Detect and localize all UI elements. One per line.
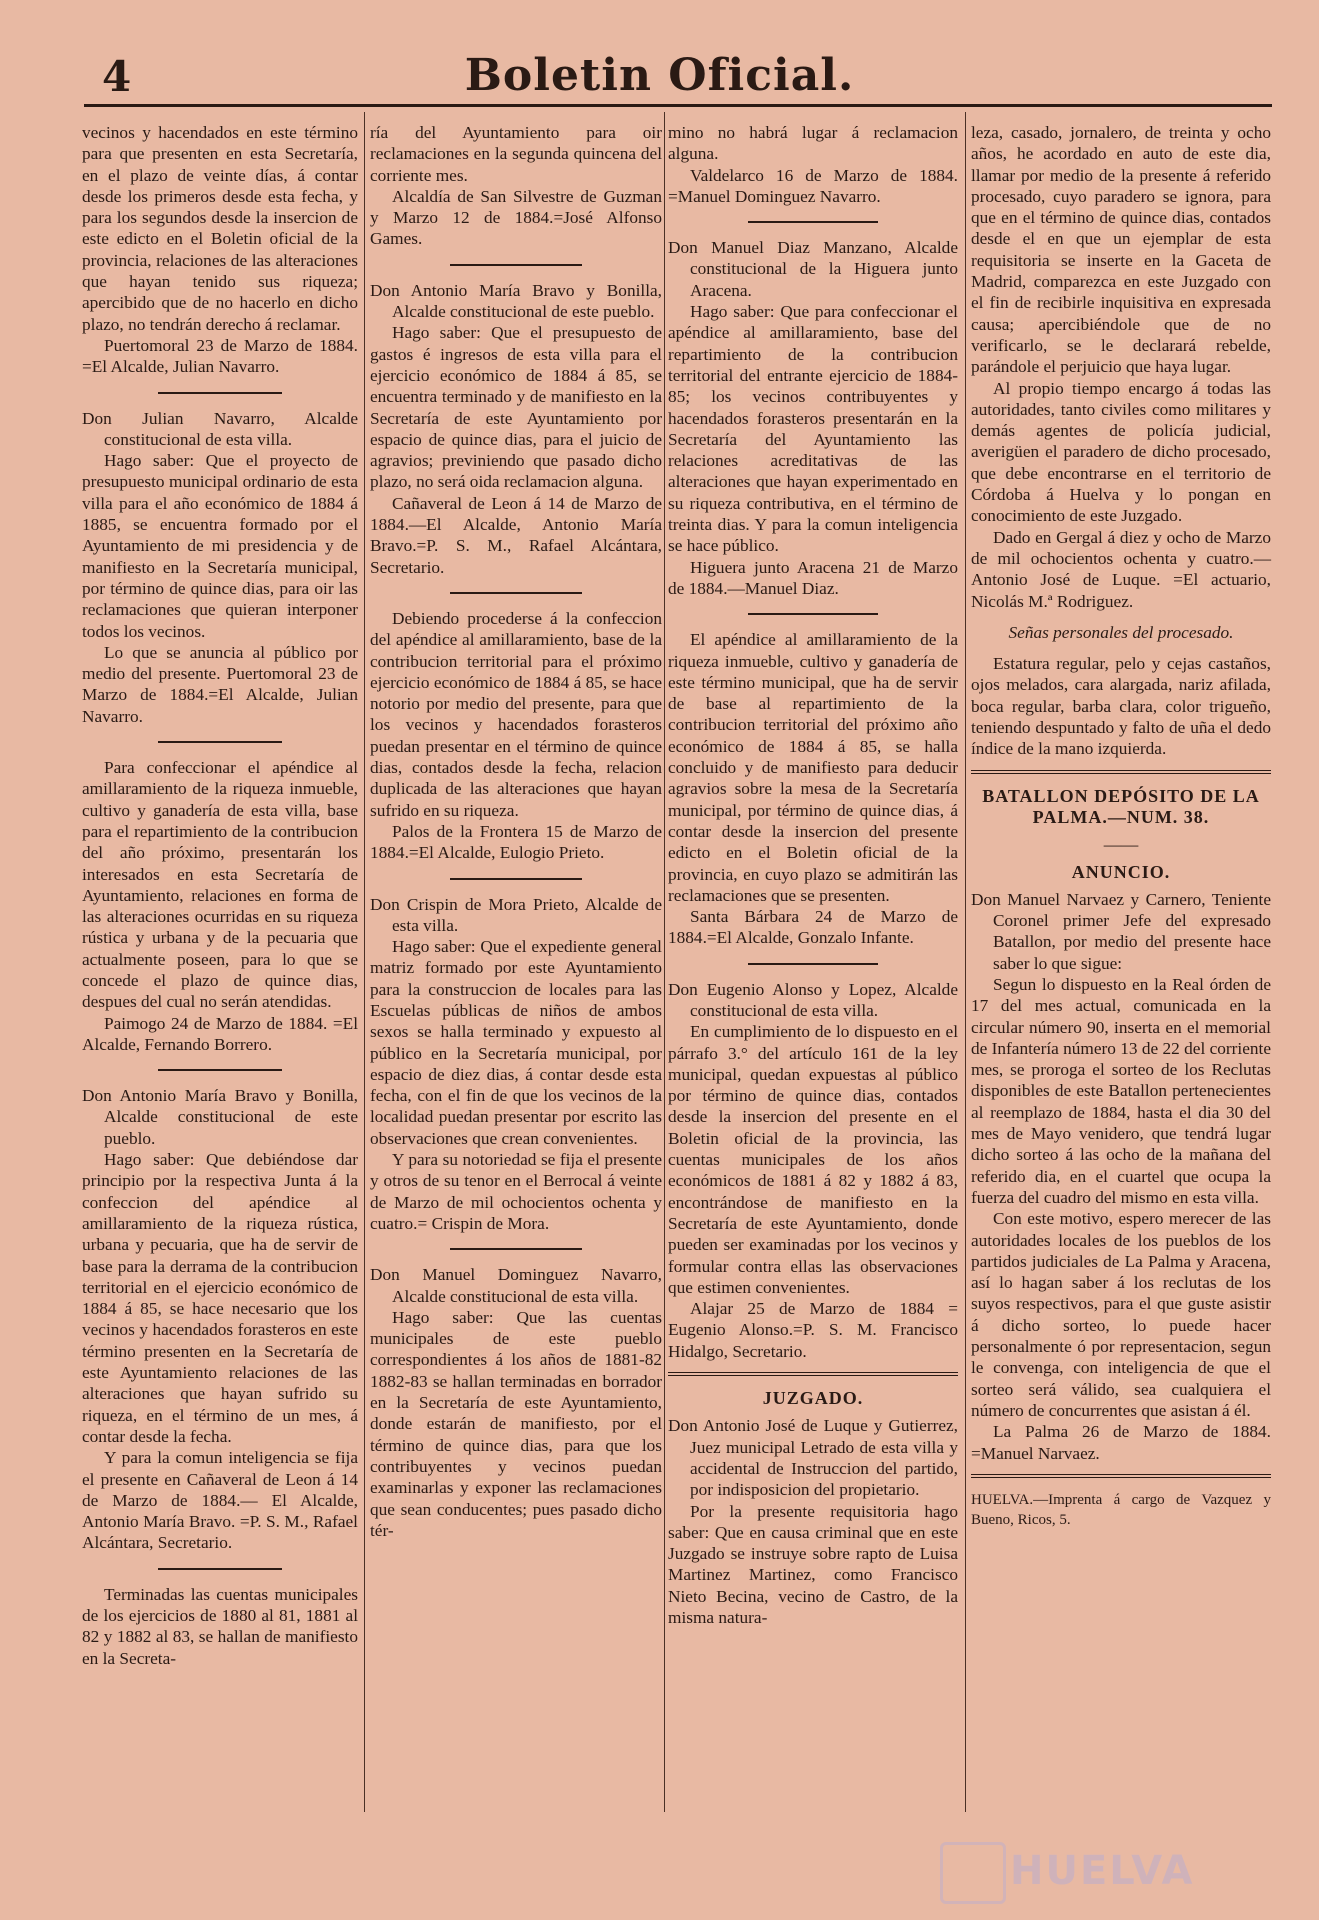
column-3 — [668, 122, 958, 1628]
column-divider — [965, 112, 966, 1812]
paragraph: Terminadas las cuentas municipales de los ejercicios de 1880 al 81, 1881 al 82 y 1882 al 83, se hallan de manifiesto en la Secreta- — [82, 1584, 358, 1668]
separator — [158, 1069, 282, 1071]
paragraph: Para confeccionar el apéndice al amillaramiento de la riqueza inmueble, cultivo y ganadería de esta villa, base para el repartimiento de la contribucion del año próximo, presentarán los interesados en esta Secretaría de Ayuntamiento, relaciones en forma de las alteraciones ocurridas en su riqueza rústica y urbana y de la pecuaria que actualmente poseen, para lo que se concede el plazo de quince dias, despues del cual no serán atendidas. — [82, 758, 358, 1012]
separator — [158, 392, 282, 394]
paragraph: Hago saber: Que el proyecto de presupuesto municipal ordinario de esta villa para el año económico de 1884 á 1885, se encuentra formado por el Ayuntamiento de mi presidencia y de manifiesto en la Secretaría municipal, por término de quince dias, para oir las reclamaciones que quieran interponer todos los vecinos. — [82, 451, 358, 641]
masthead-title: Boletin Oficial. — [464, 50, 855, 101]
separator — [748, 221, 879, 223]
column-divider — [664, 112, 665, 1812]
paragraph: Hago saber: Que para confeccionar el apéndice al amillaramiento, base del repartimiento de la contribucion territorial del entrante ejercicio de 1884-85; los vecinos contribuyentes y hacendados forasteros presentarán en la Secretaría del Ayuntamiento las relaciones acreditativas de las alteraciones que hayan experimentado en su riqueza contributiva, en el término de treinta dias. Y para la comun inteligencia se hace público. — [668, 302, 958, 556]
section-rule — [971, 1474, 1271, 1478]
printer-imprint: HUELVA.—Imprenta á cargo de Vazquez y Bueno, Ricos, 5. — [971, 1491, 1271, 1528]
signature: La Palma 26 de Marzo de 1884. =Manuel Narvaez. — [971, 1422, 1271, 1463]
paragraph: Y para su notoriedad se fija el presente y otros de su tenor en el Berrocal á veinte de Marzo de mil ochocientos ochenta y cuatro.= Crispin de Mora. — [370, 1150, 662, 1233]
notice-heading: Don Antonio María Bravo y Bonilla, Alcalde constitucional de este pueblo. — [370, 280, 662, 322]
notice-heading: Don Manuel Narvaez y Carnero, Teniente Coronel primer Jefe del expresado Batallon, por medio del presente hace saber lo que sigue: — [971, 889, 1271, 973]
signature: Higuera junto Aracena 21 de Marzo de 1884.—Manuel Diaz. — [668, 557, 958, 598]
subsection-title: Señas personales del procesado. — [1008, 622, 1234, 642]
section-title-anuncio: ANUNCIO. — [1071, 861, 1171, 882]
separator — [158, 741, 282, 743]
paragraph: Con este motivo, espero merecer de las autoridades locales de los pueblos de los partidos judiciales de La Palma y Aracena, así lo hagan saber á los reclutas de los suyos respectivos, para el que guste asistir á dicho sorteo, lo puede hacer personalmente ó por representacion, segun le convenga, con inteligencia de que el sorteo será válido, sea cualquiera el número de concurrentes que asistan á él. — [971, 1209, 1271, 1420]
paragraph: Debiendo procederse á la confeccion del apéndice al amillaramiento, base de la contribucion territorial para el próximo ejercicio económico de 1884 á 85, se hace notorio por medio del presente, para que los vecinos y hacendados forasteros puedan presentar en el término de quince dias, contados desde la fecha, relacion duplicada de las alteraciones que hayan sufrido en su riqueza. — [370, 608, 662, 820]
separator — [450, 1248, 581, 1250]
notice-heading: Don Manuel Dominguez Navarro, Alcalde constitucional de esta villa. — [370, 1265, 662, 1306]
paragraph: Hago saber: Que debiéndose dar principio por la respectiva Junta á la confeccion del apéndice al amillaramiento de la riqueza rústica, urbana y pecuaria, que ha de servir de base para la derrama de la contribucion territorial en el ejercicio económico de 1884 á 85, se hace necesario que los vecinos y hacendados forasteros en este término presenten en la Secretaría de este Ayuntamiento relaciones de las alteraciones que hayan sufrido su riqueza, en el término de un mes, á contar desde la fecha. — [82, 1150, 358, 1446]
separator — [450, 592, 581, 594]
notice-heading: Don Manuel Diaz Manzano, Alcalde constitucional de la Higuera junto Aracena. — [668, 238, 958, 300]
section-title-juzgado: JUZGADO. — [762, 1388, 864, 1409]
separator — [158, 1568, 282, 1570]
column-4 — [971, 122, 1271, 1530]
separator — [450, 878, 581, 880]
separator — [748, 963, 879, 965]
paragraph: Hago saber: Que el presupuesto de gastos é ingresos de esta villa para el ejercicio económico de 1884 á 85, se encuentra terminado y de manifiesto en la Secretaría de este Ayuntamiento por espacio de quince dias, para el juicio de agravios; previniendo que pasado dicho plazo, no será oida reclamacion alguna. — [370, 323, 662, 492]
notice-heading: Don Antonio María Bravo y Bonilla, Alcalde constitucional de este pueblo. — [82, 1086, 358, 1148]
separator — [748, 613, 879, 615]
paragraph: vecinos y hacendados en este término para que presenten en esta Secretaría, en el plazo de veinte días, á contar desde los primeros desde esta fecha, y para los segundos desde la insercion de este edicto en el Boletin oficial de la provincia, relaciones de las alteraciones que hayan tenido sus riqueza; apercibido que de no hacerlo en dicho plazo, no tendrán derecho á reclamar. — [82, 123, 358, 334]
paragraph: Al propio tiempo encargo á todas las autoridades, tanto civiles como militares y demás agentes de policía judicial, averigüen el paradero de dicho procesado, que debe encontrarse en el territorio de Córdoba á Huelva y lo pongan en conocimiento de este Juzgado. — [971, 378, 1271, 526]
notice-heading: Don Antonio José de Luque y Gutierrez, Juez municipal Letrado de esta villa y accidental de Instruccion del partido, por indisposicion del propietario. — [668, 1416, 958, 1500]
paragraph: Por la presente requisitoria hago saber: Que en causa criminal que en este Juzgado se instruye sobre rapto de Luisa Martinez Martinez, como Francisco Nieto Becina, vecino de Castro, de la misma natura- — [668, 1501, 958, 1627]
notice-heading: Don Eugenio Alonso y Lopez, Alcalde constitucional de esta villa. — [668, 979, 958, 1020]
paragraph: Segun lo dispuesto en la Real órden de 17 del mes actual, comunicada en la circular número 90, inserta en el memorial de Infantería número 13 de 22 del corriente mes, se proroga el sorteo de los Reclutas disponibles de este Batallon pertenecientes al reemplazo de 1884, hasta el dia 30 del mes de Mayo venidero, que tendrá lugar dicho sorteo á las ocho de la mañana del referido dia, en el cuartel que ocupa la fuerza del cuadro del mismo en esta villa. — [971, 974, 1271, 1207]
paragraph: Lo que se anuncia al público por medio del presente. Puertomoral 23 de Marzo de 1884.=El Alcalde, Julian Navarro. — [82, 642, 358, 726]
paragraph: Dado en Gergal á diez y ocho de Marzo de mil ochocientos ochenta y cuatro.—Antonio José de Luque. =El actuario, Nicolás M.ª Rodriguez. — [971, 527, 1271, 611]
signature: Puertomoral 23 de Marzo de 1884. =El Alcalde, Julian Navarro. — [82, 335, 358, 377]
paragraph: El apéndice al amillaramiento de la riqueza inmueble, cultivo y ganadería de este término municipal, que ha de servir de base al repartimiento de la contribucion territorial del próximo año económico de 1884 á 85, se halla concluido y de manifiesto para deducir agravios sobre la mesa de la Secretaría municipal, por término de quince dias, á contar desde la insercion del presente edicto en el Boletin oficial de la provincia, en cuyo plazo se admitirán las reclamaciones que se presenten. — [668, 630, 958, 905]
section-rule — [668, 1372, 958, 1376]
paragraph: Y para la comun inteligencia se fija el presente en Cañaveral de Leon á 14 de Marzo de 1884.— El Alcalde, Antonio María Bravo. =P. S. M., Rafael Alcántara, Secretario. — [82, 1448, 358, 1553]
column-2 — [370, 122, 662, 1541]
signature: Alajar 25 de Marzo de 1884 = Eugenio Alonso.=P. S. M. Francisco Hidalgo, Secretario. — [668, 1299, 958, 1361]
signature: Cañaveral de Leon á 14 de Marzo de 1884.—El Alcalde, Antonio María Bravo.=P. S. M., Rafael Alcántara, Secretario. — [370, 493, 662, 577]
paragraph: ría del Ayuntamiento para oir reclamaciones en la segunda quincena del corriente mes. — [370, 123, 662, 185]
notice-heading: Don Crispin de Mora Prieto, Alcalde de esta villa. — [370, 894, 662, 935]
signature: Palos de la Frontera 15 de Marzo de 1884.=El Alcalde, Eulogio Prieto. — [370, 821, 662, 863]
signature: Alcaldía de San Silvestre de Guzman y Marzo 12 de 1884.=José Alfonso Games. — [370, 186, 662, 249]
watermark-text: HUELVA — [1010, 1848, 1195, 1894]
paragraph: Estatura regular, pelo y cejas castaños, ojos melados, cara alargada, nariz afilada, boca regular, barba clara, color trigueño, teniendo despuntado y falto de uña el dedo índice de la mano izquierda. — [971, 654, 1271, 759]
archive-logo-icon — [940, 1842, 1006, 1904]
section-title-batallon: BATALLON DEPÓSITO DE LA PALMA.—NUM. 38. — [982, 785, 1260, 827]
notice-heading: Don Julian Navarro, Alcalde constitucional de esta villa. — [82, 408, 358, 449]
header-rule — [84, 104, 1272, 107]
paragraph: Hago saber: Que las cuentas municipales de este pueblo correspondientes á los años de 1881-82 1882-83 se hallan terminadas en borrador en la Secretaría de este Ayuntamiento, donde estarán de manifiesto, por el término de quince dias, para que los contribuyentes y vecinos puedan examinarlas y exponer las reclamaciones que sean conducentes; pues pasado dicho tér- — [370, 1307, 662, 1540]
signature: Paimogo 24 de Marzo de 1884. =El Alcalde, Fernando Borrero. — [82, 1013, 358, 1054]
signature: Valdelarco 16 de Marzo de 1884. =Manuel Dominguez Navarro. — [668, 165, 958, 206]
separator — [450, 264, 581, 266]
section-rule — [971, 770, 1271, 774]
paragraph: mino no habrá lugar á reclamacion alguna. — [668, 123, 958, 164]
paragraph: Hago saber: Que el expediente general matriz formado por este Ayuntamiento para la construccion de locales para las Escuelas públicas de niños de ambos sexos se halla terminado y expuesto al público en la Secretaría municipal, por espacio de diez dias, á contar desde esta fecha, con el fin de que los vecinos de la localidad puedan presentar por escrito las observaciones que crean convenientes. — [370, 937, 662, 1148]
signature: Santa Bárbara 24 de Marzo de 1884.=El Alcalde, Gonzalo Infante. — [668, 907, 958, 948]
column-1 — [82, 122, 358, 1669]
paragraph: En cumplimiento de lo dispuesto en el párrafo 3.° del artículo 161 de la ley municipal, quedan expuestas al público por término de quince dias, contados desde la insercion del presente en el Boletin oficial de la provincia, las cuentas municipales de los años económicos de 1881 á 82 y 1882 á 83, encontrándose de manifiesto en la Secretaría de este Ayuntamiento, donde pueden ser examinadas por los vecinos y formular contra ellas las observaciones que estimen convenientes. — [668, 1022, 958, 1297]
paragraph: leza, casado, jornalero, de treinta y ocho años, he acordado en auto de este dia, llamar por medio de la presente á referido procesado, cuyo paradero se ignora, para que en el término de quince dias, contados desde el en que un ejemplar de esta requisitoria se inserte en la Gaceta de Madrid, comparezca en este Juzgado con el fin de recibirle inquisitiva en expresada causa; apercibiéndole que de no verificarlo, se le declarará rebelde, parándole el perjuicio que haya lugar. — [971, 123, 1271, 377]
dash-ornament: —— — [1103, 835, 1139, 855]
column-divider — [364, 112, 365, 1812]
page-number: 4 — [102, 52, 132, 101]
